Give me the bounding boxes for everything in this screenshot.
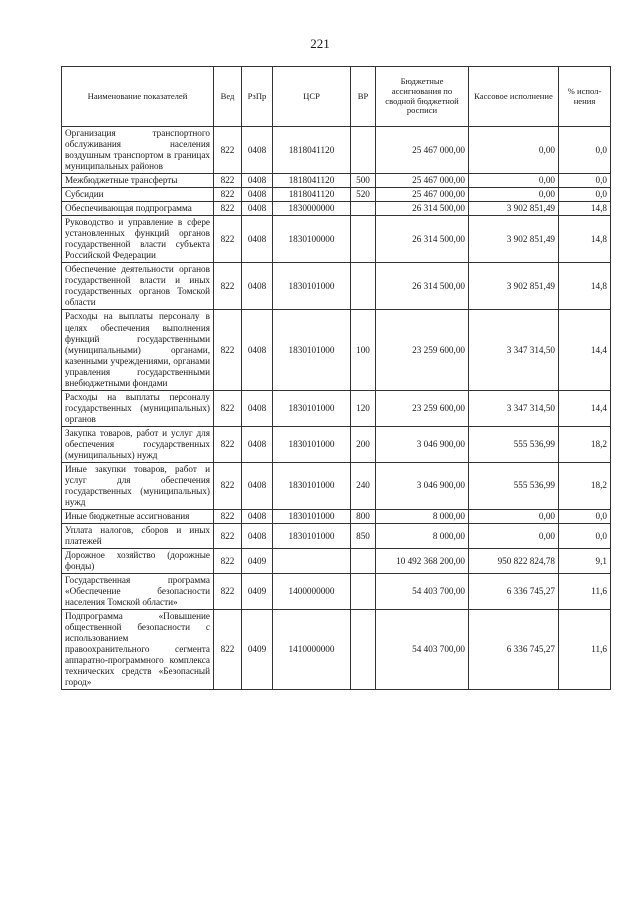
table-row — [62, 310, 611, 390]
table-header-row — [62, 67, 611, 127]
cell-budget: 10 492 368 200,00 — [376, 549, 469, 574]
cell-budget: 3 046 900,00 — [376, 426, 469, 462]
cell-percent: 14,4 — [559, 310, 611, 390]
column-header-budget: Бюджетные ассигнования по сводной бюджетной росписи — [376, 67, 469, 127]
cell-rzpr: 0409 — [242, 610, 273, 690]
cell-rzpr: 0408 — [242, 462, 273, 509]
cell-cash: 0,00 — [469, 510, 559, 524]
cell-budget: 26 314 500,00 — [376, 216, 469, 263]
cell-ved: 822 — [214, 174, 242, 188]
cell-name: Организация транспортного обслуживания населения воздушным транспортом в границах муниципальных районов — [62, 127, 214, 174]
cell-budget: 26 314 500,00 — [376, 263, 469, 310]
cell-csr: 1830101000 — [273, 510, 351, 524]
cell-cash: 555 536,99 — [469, 426, 559, 462]
cell-ved: 822 — [214, 574, 242, 610]
cell-csr: 1830100000 — [273, 216, 351, 263]
cell-budget: 23 259 600,00 — [376, 310, 469, 390]
cell-rzpr: 0408 — [242, 216, 273, 263]
cell-csr: 1400000000 — [273, 574, 351, 610]
cell-rzpr: 0408 — [242, 174, 273, 188]
cell-cash: 6 336 745,27 — [469, 574, 559, 610]
cell-ved: 822 — [214, 390, 242, 426]
cell-rzpr: 0409 — [242, 574, 273, 610]
column-header-ved: Вед — [214, 67, 242, 127]
cell-csr: 1818041120 — [273, 174, 351, 188]
cell-budget: 23 259 600,00 — [376, 390, 469, 426]
cell-name: Расходы на выплаты персоналу государственных (муниципальных) органов — [62, 390, 214, 426]
cell-percent: 0,0 — [559, 510, 611, 524]
cell-budget: 3 046 900,00 — [376, 462, 469, 509]
cell-cash: 950 822 824,78 — [469, 549, 559, 574]
cell-csr: 1830101000 — [273, 462, 351, 509]
cell-csr: 1830101000 — [273, 310, 351, 390]
cell-csr: 1830101000 — [273, 524, 351, 549]
cell-vr: 240 — [351, 462, 376, 509]
table-row — [62, 610, 611, 690]
table-row — [62, 549, 611, 574]
cell-budget: 8 000,00 — [376, 510, 469, 524]
cell-percent: 0,0 — [559, 188, 611, 202]
cell-vr — [351, 549, 376, 574]
table-row — [62, 263, 611, 310]
cell-budget: 25 467 000,00 — [376, 127, 469, 174]
cell-ved: 822 — [214, 310, 242, 390]
cell-vr — [351, 574, 376, 610]
cell-percent: 14,8 — [559, 263, 611, 310]
cell-vr — [351, 202, 376, 216]
column-header-percent: % испол-нения — [559, 67, 611, 127]
column-header-vr: ВР — [351, 67, 376, 127]
cell-budget: 8 000,00 — [376, 524, 469, 549]
table-row — [62, 202, 611, 216]
budget-execution-table — [61, 66, 611, 690]
cell-vr — [351, 610, 376, 690]
cell-percent: 18,2 — [559, 462, 611, 509]
cell-percent: 14,4 — [559, 390, 611, 426]
cell-cash: 0,00 — [469, 127, 559, 174]
cell-ved: 822 — [214, 549, 242, 574]
table-row — [62, 188, 611, 202]
cell-rzpr: 0408 — [242, 202, 273, 216]
cell-budget: 26 314 500,00 — [376, 202, 469, 216]
table-row — [62, 390, 611, 426]
cell-name: Обеспечение деятельности органов государственной власти и иных государственных органов Томской области — [62, 263, 214, 310]
cell-rzpr: 0408 — [242, 524, 273, 549]
cell-percent: 0,0 — [559, 524, 611, 549]
cell-percent: 14,8 — [559, 202, 611, 216]
cell-name: Иные закупки товаров, работ и услуг для обеспечения государственных (муниципальных) нужд — [62, 462, 214, 509]
cell-rzpr: 0408 — [242, 127, 273, 174]
cell-rzpr: 0408 — [242, 390, 273, 426]
cell-cash: 3 347 314,50 — [469, 390, 559, 426]
cell-name: Руководство и управление в сфере установленных функций органов государственной власти субъекта Российской Федерации — [62, 216, 214, 263]
cell-vr: 520 — [351, 188, 376, 202]
cell-percent: 9,1 — [559, 549, 611, 574]
cell-ved: 822 — [214, 462, 242, 509]
cell-ved: 822 — [214, 188, 242, 202]
cell-ved: 822 — [214, 524, 242, 549]
cell-csr: 1830101000 — [273, 263, 351, 310]
cell-rzpr: 0408 — [242, 510, 273, 524]
cell-vr: 850 — [351, 524, 376, 549]
cell-budget: 25 467 000,00 — [376, 188, 469, 202]
cell-percent: 11,6 — [559, 610, 611, 690]
table-row — [62, 574, 611, 610]
cell-csr: 1830101000 — [273, 390, 351, 426]
cell-name: Расходы на выплаты персоналу в целях обеспечения выполнения функций государственными (муниципальными) органами, казенными учреждениями, органами управления государственными внебюджетными фондами — [62, 310, 214, 390]
cell-cash: 0,00 — [469, 188, 559, 202]
cell-vr — [351, 263, 376, 310]
cell-name: Подпрограмма «Повышение общественной безопасности с использованием правоохранительного сегмента аппаратно-программного комплекса технических средств «Безопасный город» — [62, 610, 214, 690]
cell-vr: 500 — [351, 174, 376, 188]
cell-vr: 100 — [351, 310, 376, 390]
cell-cash: 3 902 851,49 — [469, 216, 559, 263]
cell-rzpr: 0409 — [242, 549, 273, 574]
column-header-name: Наименование показателей — [62, 67, 214, 127]
cell-ved: 822 — [214, 610, 242, 690]
cell-rzpr: 0408 — [242, 426, 273, 462]
cell-name: Субсидии — [62, 188, 214, 202]
cell-budget: 54 403 700,00 — [376, 574, 469, 610]
cell-ved: 822 — [214, 202, 242, 216]
cell-name: Иные бюджетные ассигнования — [62, 510, 214, 524]
cell-percent: 18,2 — [559, 426, 611, 462]
cell-percent: 14,8 — [559, 216, 611, 263]
table-row — [62, 524, 611, 549]
cell-vr: 800 — [351, 510, 376, 524]
table-row — [62, 426, 611, 462]
cell-name: Дорожное хозяйство (дорожные фонды) — [62, 549, 214, 574]
cell-budget: 54 403 700,00 — [376, 610, 469, 690]
cell-csr: 1410000000 — [273, 610, 351, 690]
cell-name: Межбюджетные трансферты — [62, 174, 214, 188]
column-header-csr: ЦСР — [273, 67, 351, 127]
cell-cash: 3 902 851,49 — [469, 202, 559, 216]
table-row — [62, 216, 611, 263]
cell-cash: 0,00 — [469, 524, 559, 549]
cell-cash: 6 336 745,27 — [469, 610, 559, 690]
cell-name: Государственная программа «Обеспечение безопасности населения Томской области» — [62, 574, 214, 610]
cell-ved: 822 — [214, 216, 242, 263]
cell-ved: 822 — [214, 426, 242, 462]
cell-csr: 1830101000 — [273, 426, 351, 462]
cell-cash: 3 347 314,50 — [469, 310, 559, 390]
cell-csr — [273, 549, 351, 574]
cell-percent: 0,0 — [559, 174, 611, 188]
page-number: 221 — [310, 36, 330, 51]
cell-csr: 1830000000 — [273, 202, 351, 216]
cell-name: Обеспечивающая подпрограмма — [62, 202, 214, 216]
cell-cash: 3 902 851,49 — [469, 263, 559, 310]
cell-rzpr: 0408 — [242, 263, 273, 310]
table-row — [62, 174, 611, 188]
cell-percent: 0,0 — [559, 127, 611, 174]
cell-csr: 1818041120 — [273, 127, 351, 174]
cell-percent: 11,6 — [559, 574, 611, 610]
cell-csr: 1818041120 — [273, 188, 351, 202]
cell-name: Закупка товаров, работ и услуг для обеспечения государственных (муниципальных) нужд — [62, 426, 214, 462]
cell-cash: 0,00 — [469, 174, 559, 188]
column-header-rzpr: РзПр — [242, 67, 273, 127]
column-header-cash: Кассовое исполнение — [469, 67, 559, 127]
cell-name: Уплата налогов, сборов и иных платежей — [62, 524, 214, 549]
table-row — [62, 510, 611, 524]
cell-rzpr: 0408 — [242, 188, 273, 202]
cell-vr: 120 — [351, 390, 376, 426]
cell-cash: 555 536,99 — [469, 462, 559, 509]
table-row — [62, 127, 611, 174]
table-row — [62, 462, 611, 509]
cell-budget: 25 467 000,00 — [376, 174, 469, 188]
cell-rzpr: 0408 — [242, 310, 273, 390]
cell-ved: 822 — [214, 510, 242, 524]
cell-vr: 200 — [351, 426, 376, 462]
cell-ved: 822 — [214, 263, 242, 310]
cell-ved: 822 — [214, 127, 242, 174]
cell-vr — [351, 216, 376, 263]
cell-vr — [351, 127, 376, 174]
